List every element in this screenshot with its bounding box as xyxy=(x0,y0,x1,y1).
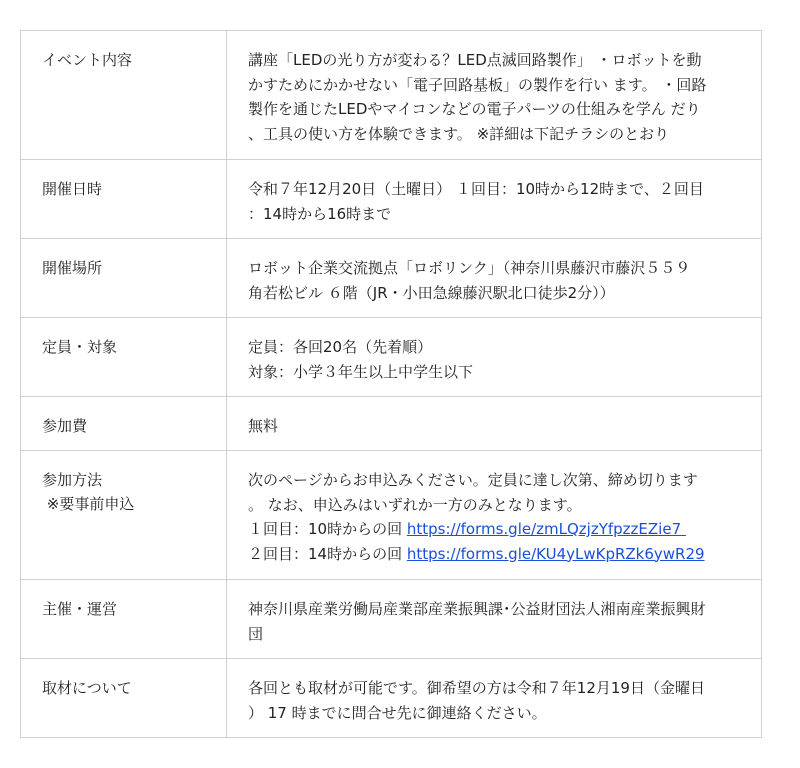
row-value-line: 無料 xyxy=(248,417,279,435)
signup-link-session-1[interactable]: https://forms.gle/zmLQzjzYfpzzEZie7 xyxy=(406,520,686,538)
table-row xyxy=(21,31,762,160)
row-label-cell xyxy=(21,397,227,451)
signup-link-prefix: ２回目：14時からの回 xyxy=(248,544,407,563)
table-row xyxy=(21,239,762,318)
row-label: 開催場所 xyxy=(42,259,103,277)
table-row xyxy=(21,318,762,397)
row-value-line: 各回とも取材が可能です。御希望の方は令和７年12月19日（金曜日 xyxy=(248,679,705,697)
row-label-cell xyxy=(21,659,227,738)
table-row xyxy=(21,397,762,451)
row-label-cell xyxy=(21,31,227,160)
row-label: 主催・運営 xyxy=(42,600,118,618)
row-label-note: ※要事前申込 xyxy=(42,495,135,513)
signup-link-session-2[interactable]: https://forms.gle/KU4yLwKpRZk6ywR29 xyxy=(406,544,705,563)
row-value-line: ：14時から16時まで xyxy=(248,204,392,223)
row-value-cell xyxy=(227,397,762,451)
row-value-cell xyxy=(227,580,762,659)
row-label-cell xyxy=(21,239,227,318)
row-value-line: 角若松ビル ６階（JR・小田急線藤沢駅北口徒歩2分）） xyxy=(248,283,615,302)
row-label: イベント内容 xyxy=(42,51,133,69)
row-label: 開催日時 xyxy=(42,180,103,198)
row-value-cell xyxy=(227,239,762,318)
row-value-cell xyxy=(227,31,762,160)
signup-link-prefix: １回目：10時からの回 xyxy=(248,520,407,538)
row-value-line: かすためにかかせない「電子回路基板」の製作を行い ます。 ・回路 xyxy=(248,75,707,94)
table-row xyxy=(21,580,762,659)
row-label-cell xyxy=(21,451,227,580)
row-value-line: ） 17 時までに問合せ先に御連絡ください。 xyxy=(248,703,547,722)
row-value-cell xyxy=(227,451,762,580)
row-value-line: 令和７年12月20日（土曜日） １回目：10時から12時まで、２回目 xyxy=(248,180,704,198)
table-row xyxy=(21,451,762,580)
row-value-line: 対象：小学３年生以上中学生以下 xyxy=(248,362,474,381)
row-label-cell xyxy=(21,318,227,397)
row-label: 参加費 xyxy=(42,417,88,435)
row-label-cell xyxy=(21,580,227,659)
event-info-table xyxy=(20,30,762,738)
row-label: 定員・対象 xyxy=(42,338,118,356)
row-value-line: 次のページからお申込みください。定員に達し次第、締め切ります xyxy=(248,471,698,489)
row-value-line: 製作を通じたLEDやマイコンなどの電子パーツの仕組みを学ん だり xyxy=(248,100,701,118)
table-row xyxy=(21,659,762,738)
row-value-cell xyxy=(227,318,762,397)
row-value-line: 団 xyxy=(248,624,264,643)
row-value-cell xyxy=(227,659,762,738)
row-value-line: ロボット企業交流拠点「ロボリンク」（神奈川県藤沢市藤沢５５９ xyxy=(248,259,691,277)
row-value-cell xyxy=(227,160,762,239)
row-label: 取材について xyxy=(42,679,132,697)
row-value-line: 講座「LEDの光り方が変わる？LED点滅回路製作」 ・ロボットを動 xyxy=(248,51,702,69)
signup-link-line-1 xyxy=(248,517,741,542)
row-value-line: 、工具の使い方を体験できます。 ※詳細は下記チラシのとおり xyxy=(248,124,670,143)
row-value-line: 定員：各回20名（先着順） xyxy=(248,338,433,356)
row-value-line: 神奈川県産業労働局産業部産業振興課･公益財団法人湘南産業振興財 xyxy=(248,600,706,618)
table-row xyxy=(21,160,762,239)
signup-link-line-2 xyxy=(248,542,741,567)
row-label-cell xyxy=(21,160,227,239)
row-label: 参加方法 xyxy=(42,471,103,489)
row-value-line: 。 なお、申込みはいずれか一方のみとなります。 xyxy=(248,495,582,514)
